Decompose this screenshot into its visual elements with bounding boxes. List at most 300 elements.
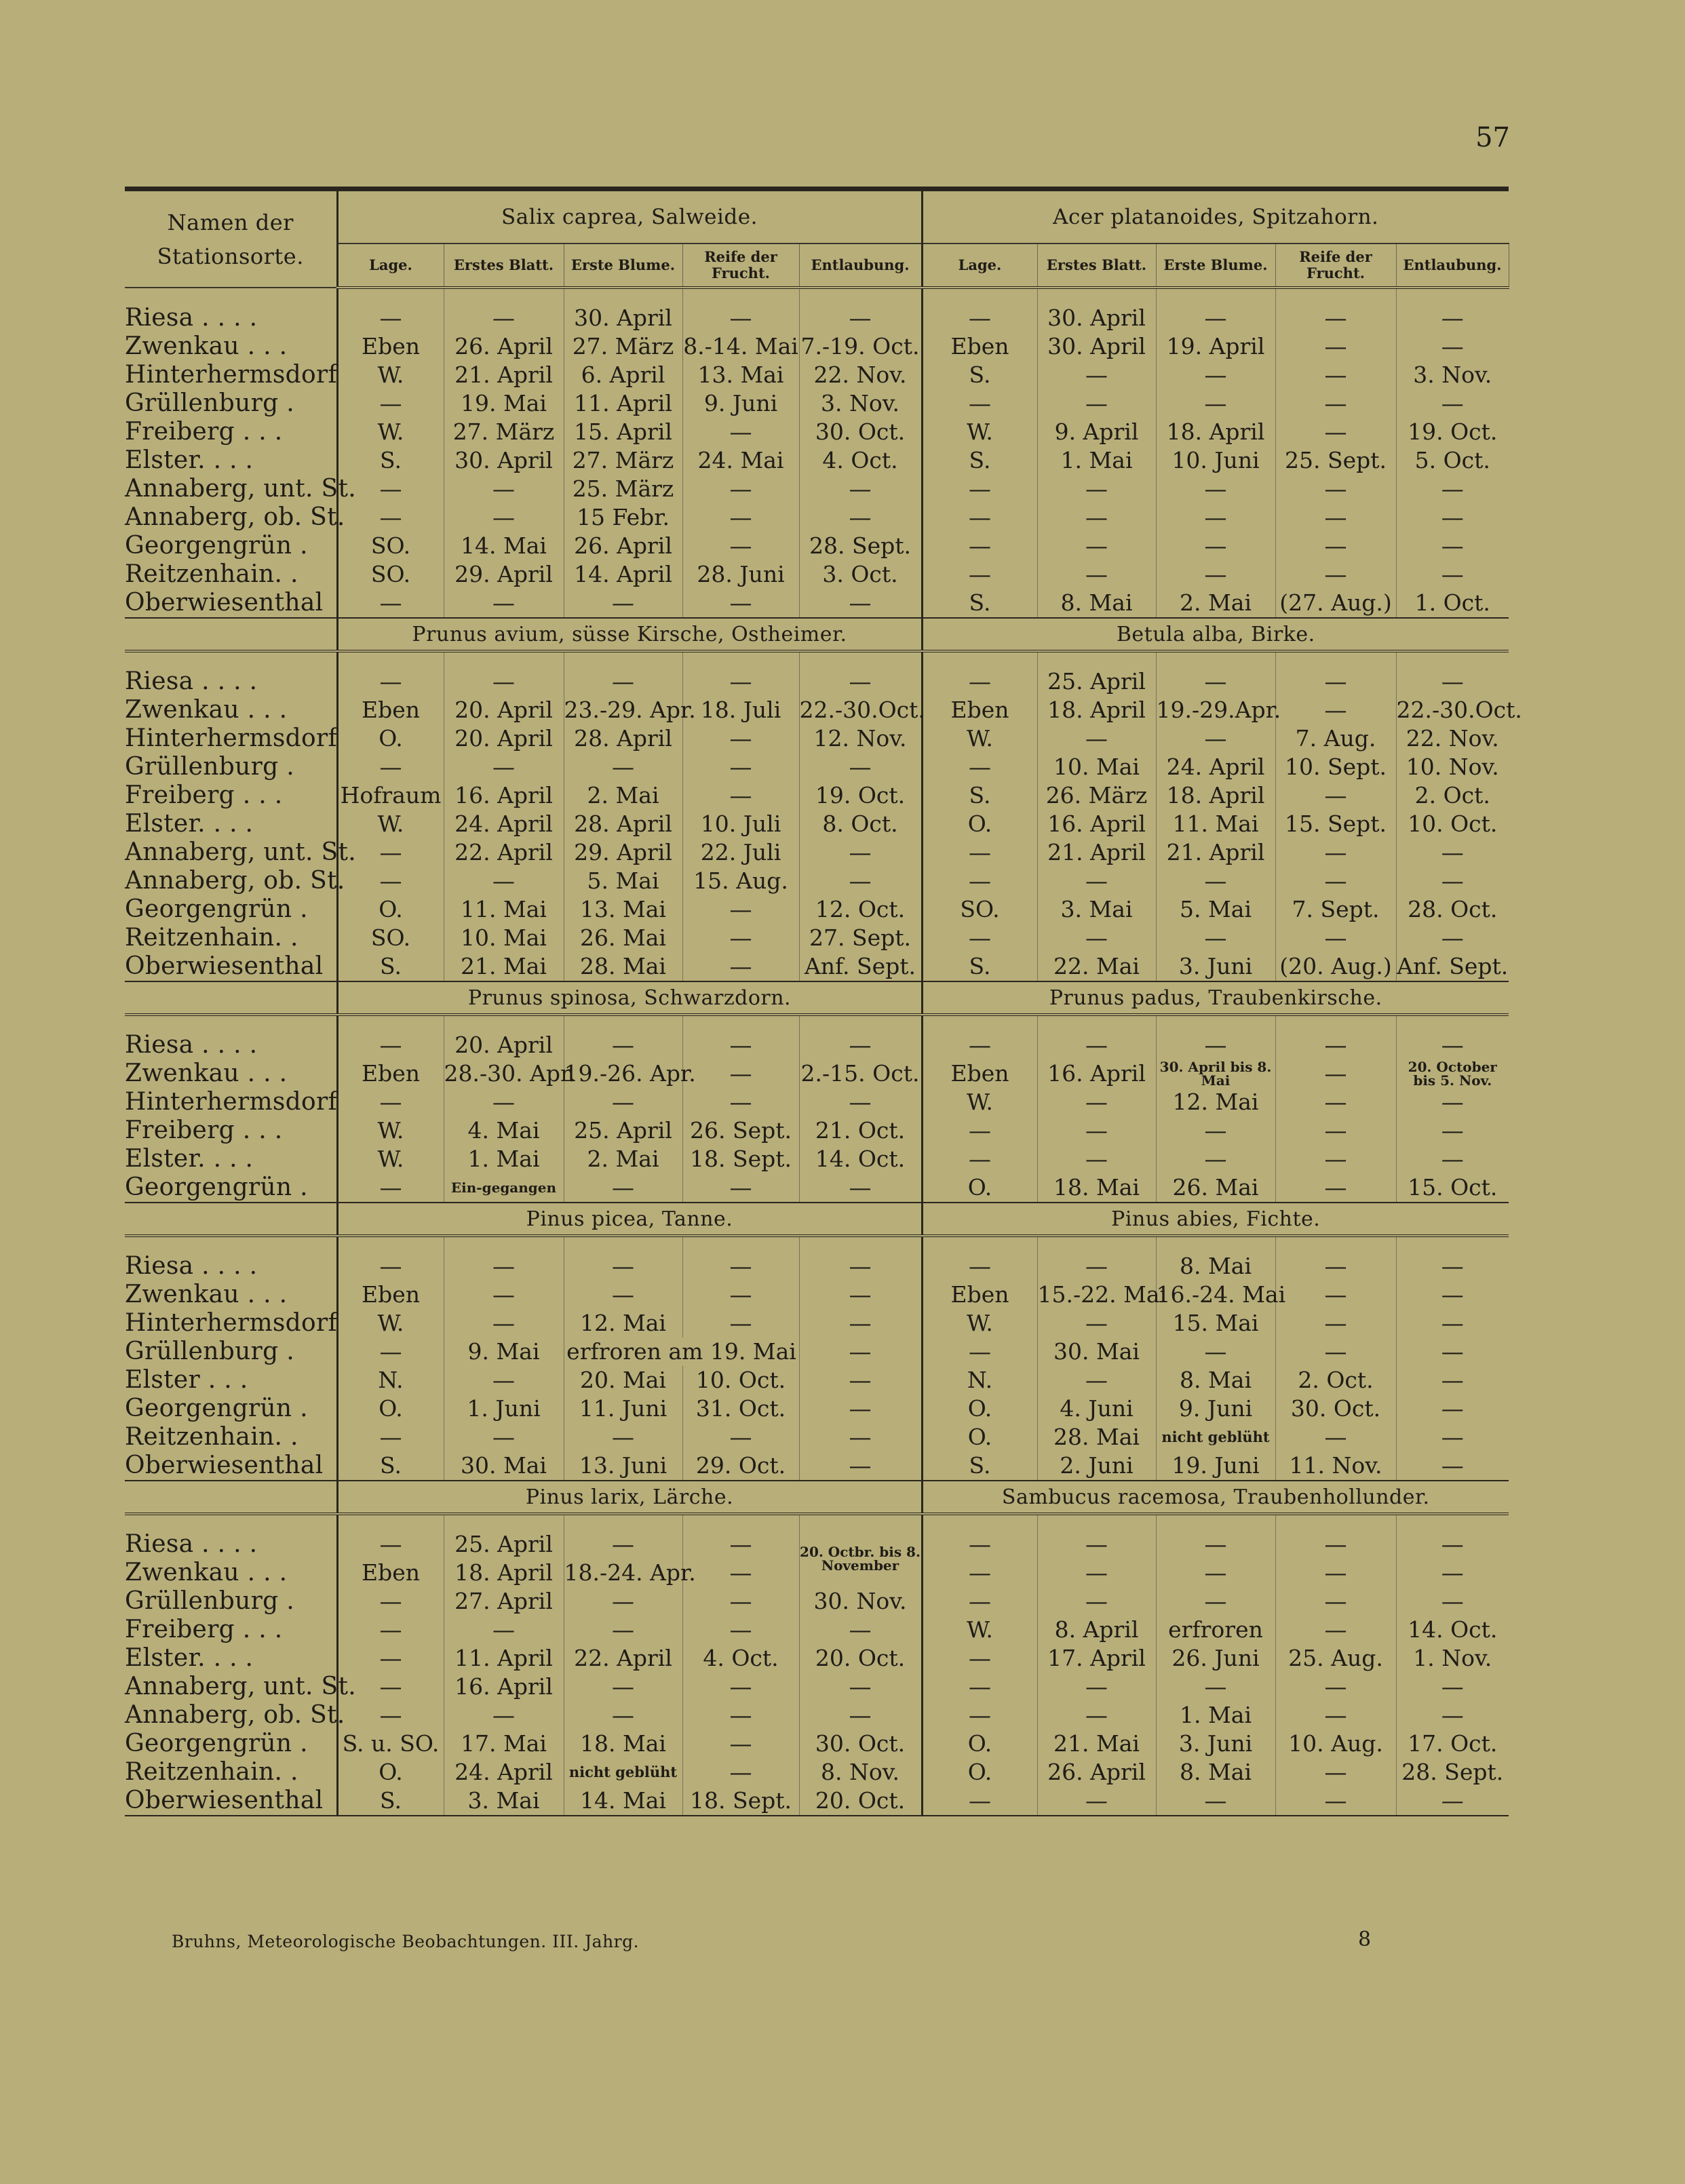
station-name: Annaberg, ob. St. xyxy=(125,1701,345,1729)
table-cell: 4. Mai xyxy=(444,1116,564,1145)
table-cell: 20. April xyxy=(444,696,564,724)
table-cell: — xyxy=(564,1616,682,1644)
table-cell: 20. April xyxy=(444,724,564,753)
table-cell: — xyxy=(1037,924,1156,952)
station-name: Reitzenhain. . xyxy=(125,560,337,589)
table-cell: — xyxy=(1275,1309,1396,1338)
table-row xyxy=(125,418,1509,446)
table-cell: — xyxy=(799,1701,922,1730)
table-cell: — xyxy=(682,475,799,503)
table-row xyxy=(125,1701,1509,1730)
table-cell: 19. Mai xyxy=(444,389,564,418)
station-name: Freiberg . . . xyxy=(125,418,337,446)
table-cell: — xyxy=(564,1587,682,1616)
table-cell: — xyxy=(1156,867,1275,895)
table-cell: — xyxy=(1275,838,1396,867)
table-cell: 30. April xyxy=(1037,332,1156,361)
table-cell: 5. Mai xyxy=(564,867,682,895)
right-species-title: Pinus abies, Fichte. xyxy=(922,1203,1509,1236)
phenology-table xyxy=(125,187,1522,1816)
table-cell: — xyxy=(799,753,922,781)
table-cell: — xyxy=(1441,1367,1464,1393)
table-row xyxy=(125,389,1509,418)
table-cell: W. xyxy=(922,724,1037,753)
table-cell: Hofraum xyxy=(337,781,444,810)
table-cell: — xyxy=(1275,1530,1396,1559)
table-cell: 23.-29. Apr. xyxy=(564,697,696,723)
table-cell: — xyxy=(1156,503,1275,532)
table-cell: — xyxy=(922,560,1037,589)
table-cell: 22. Nov. xyxy=(1406,725,1499,752)
table-cell: 7. Aug. xyxy=(1275,724,1396,753)
table-cell: — xyxy=(922,475,1037,503)
table-cell: 25. April xyxy=(444,1530,564,1559)
table-cell: 19. April xyxy=(1156,332,1275,361)
table-cell: 24. April xyxy=(444,1758,564,1787)
table-cell: 21. April xyxy=(1037,838,1156,867)
table-cell: — xyxy=(564,1701,682,1730)
table-cell: S. xyxy=(922,781,1037,810)
left-species-title: Prunus avium, süsse Kirsche, Ostheimer. xyxy=(337,618,922,651)
table-cell: — xyxy=(444,1252,564,1281)
table-cell: — xyxy=(799,1338,922,1366)
table-cell: SO. xyxy=(337,560,444,589)
table-cell: S. xyxy=(922,589,1037,618)
table-cell: 5. Mai xyxy=(1156,895,1275,924)
table-cell: 24. Mai xyxy=(682,446,799,475)
table-cell: 10. Juli xyxy=(682,810,799,838)
table-cell: 15 Febr. xyxy=(564,503,682,532)
table-cell: — xyxy=(1037,1116,1156,1145)
table-cell: — xyxy=(564,1031,682,1059)
table-cell: 19. Oct. xyxy=(799,781,922,810)
station-name: Annaberg, unt. St. xyxy=(125,475,357,503)
table-cell: — xyxy=(922,1338,1037,1366)
table-row xyxy=(125,1281,1509,1309)
table-cell: 11. Nov. xyxy=(1275,1451,1396,1481)
table-cell: — xyxy=(1275,1088,1396,1116)
right-species-title: Betula alba, Birke. xyxy=(922,618,1509,651)
table-cell: 10. Nov. xyxy=(1406,754,1499,780)
table-cell: 21. April xyxy=(444,361,564,389)
table-cell: W. xyxy=(337,361,444,389)
table-cell: — xyxy=(682,1673,799,1701)
table-cell: — xyxy=(1441,1281,1464,1308)
table-cell: — xyxy=(682,1423,799,1451)
table-cell: — xyxy=(337,1173,444,1203)
table-row xyxy=(125,1395,1509,1423)
table-cell: W. xyxy=(922,1616,1037,1644)
station-name: Grüllenburg . xyxy=(125,753,337,781)
table-cell: N. xyxy=(922,1366,1037,1395)
page-number: 57 xyxy=(1475,122,1510,153)
table-cell: — xyxy=(1275,1673,1396,1701)
table-cell: W. xyxy=(337,810,444,838)
table-cell: 27. März xyxy=(564,332,682,361)
station-name: Annaberg, ob. St. xyxy=(125,503,345,531)
table-cell: — xyxy=(682,1616,799,1644)
table-cell: — xyxy=(682,304,799,332)
table-cell: — xyxy=(1156,1338,1275,1366)
table-cell: — xyxy=(1037,1366,1156,1395)
table-row xyxy=(125,475,1509,503)
table-row xyxy=(125,560,1509,589)
station-name: Hinterhermsdorf xyxy=(125,724,338,752)
table-cell: — xyxy=(1441,1310,1464,1336)
table-cell: 27. März xyxy=(444,418,564,446)
table-cell: 14. Mai xyxy=(444,532,564,560)
table-row xyxy=(125,1451,1509,1481)
table-cell: — xyxy=(682,667,799,696)
table-cell: Anf. Sept. xyxy=(799,952,922,981)
table-cell: — xyxy=(1037,1031,1156,1059)
table-cell: 15. Mai xyxy=(1156,1309,1275,1338)
table-cell: — xyxy=(1037,1530,1156,1559)
station-name: Hinterhermsdorf xyxy=(125,1088,338,1116)
table-row xyxy=(125,1587,1509,1616)
table-cell: — xyxy=(1275,475,1396,503)
station-name: Zwenkau . . . xyxy=(125,1281,337,1309)
table-cell: 28. April xyxy=(564,810,682,838)
station-name: Hinterhermsdorf xyxy=(125,361,338,389)
table-cell: — xyxy=(1441,1673,1464,1700)
station-name: Freiberg . . . xyxy=(125,781,337,810)
table-cell: 31. Oct. xyxy=(682,1395,799,1423)
table-cell: 19. Juni xyxy=(1156,1451,1275,1481)
station-name: Annaberg, unt. St. xyxy=(125,1673,357,1700)
table-row xyxy=(125,1644,1509,1673)
table-cell: 16. April xyxy=(1037,810,1156,838)
table-cell: — xyxy=(444,753,564,781)
table-cell: 14. April xyxy=(564,560,682,589)
table-cell: 1. Oct. xyxy=(1414,589,1490,616)
table-cell: 12. Oct. xyxy=(799,895,922,924)
station-name: Zwenkau . . . xyxy=(125,1559,337,1587)
table-cell: — xyxy=(1156,1116,1275,1145)
table-cell: W. xyxy=(337,1145,444,1173)
table-cell: S. xyxy=(922,1451,1037,1481)
table-cell: nicht geblüht xyxy=(1156,1423,1275,1451)
station-name: Elster. . . . xyxy=(125,1145,337,1173)
table-cell: — xyxy=(337,1530,444,1559)
table-cell: W. xyxy=(337,418,444,446)
table-row xyxy=(125,1173,1509,1203)
table-cell: — xyxy=(1441,1089,1464,1115)
table-cell: Anf. Sept. xyxy=(1397,953,1509,979)
table-cell: 14. Oct. xyxy=(799,1145,922,1173)
table-row xyxy=(125,1530,1509,1559)
table-cell: 21. Oct. xyxy=(799,1116,922,1145)
table-row xyxy=(125,1758,1509,1787)
station-name: Riesa . . . . xyxy=(125,667,337,696)
table-cell: — xyxy=(1156,1673,1275,1701)
table-cell: — xyxy=(682,1730,799,1758)
table-cell: 11. April xyxy=(444,1644,564,1673)
table-cell: — xyxy=(1037,1787,1156,1816)
table-cell: 11. April xyxy=(564,389,682,418)
table-cell: 30. Mai xyxy=(444,1451,564,1481)
table-cell: — xyxy=(337,867,444,895)
table-cell: — xyxy=(1275,1116,1396,1145)
table-cell: erfroren xyxy=(1156,1616,1275,1644)
table-cell: — xyxy=(1275,332,1396,361)
table-cell: — xyxy=(1275,560,1396,589)
table-cell: 28. Mai xyxy=(564,952,682,981)
table-cell: — xyxy=(1441,1702,1464,1728)
table-cell: — xyxy=(444,589,564,618)
table-cell: 15. Sept. xyxy=(1275,810,1396,838)
table-cell: 13. Mai xyxy=(564,895,682,924)
table-cell: O. xyxy=(337,724,444,753)
table-cell: — xyxy=(1037,1587,1156,1616)
table-cell: 18. Mai xyxy=(564,1730,682,1758)
table-cell: — xyxy=(337,589,444,618)
station-name: Riesa . . . . xyxy=(125,1031,337,1059)
table-cell: 25. März xyxy=(564,475,682,503)
table-cell: 28.-30. Apr. xyxy=(444,1060,576,1087)
table-cell: 10. Mai xyxy=(1037,753,1156,781)
table-cell: — xyxy=(444,503,564,532)
table-cell: 30. Oct. xyxy=(1275,1395,1396,1423)
table-row xyxy=(125,589,1509,618)
table-cell: — xyxy=(444,667,564,696)
table-cell: 30. Oct. xyxy=(799,418,922,446)
table-cell: — xyxy=(799,838,922,867)
table-cell: — xyxy=(1275,389,1396,418)
table-cell: 20. Mai xyxy=(564,1366,682,1395)
table-row xyxy=(125,1031,1509,1059)
table-cell: — xyxy=(1441,333,1464,359)
table-cell: 30. April xyxy=(1037,304,1156,332)
table-cell: 18. Mai xyxy=(1037,1173,1156,1203)
table-cell: — xyxy=(1275,1587,1396,1616)
table-cell: 26. März xyxy=(1037,781,1156,810)
section-header-row xyxy=(125,1203,1509,1236)
table-cell: — xyxy=(337,753,444,781)
table-cell: — xyxy=(682,1309,799,1338)
table-cell: — xyxy=(1275,503,1396,532)
table-cell: — xyxy=(799,1031,922,1059)
table-cell: — xyxy=(682,924,799,952)
table-cell: 18. April xyxy=(1156,781,1275,810)
table-cell: 22. Nov. xyxy=(799,361,922,389)
table-cell: — xyxy=(1156,532,1275,560)
table-cell: — xyxy=(922,838,1037,867)
table-cell: 18. Juli xyxy=(682,696,799,724)
table-cell: — xyxy=(799,1252,922,1281)
table-cell: — xyxy=(922,1252,1037,1281)
table-row xyxy=(125,952,1509,981)
table-cell: 20. October bis 5. Nov. xyxy=(1408,1059,1497,1089)
table-cell: — xyxy=(1037,503,1156,532)
table-row xyxy=(125,781,1509,810)
table-row xyxy=(125,332,1509,361)
table-cell: 18. April xyxy=(1037,696,1156,724)
table-cell: 9. Juni xyxy=(682,389,799,418)
table-cell: — xyxy=(1441,867,1464,894)
table-cell: 12. Mai xyxy=(1156,1088,1275,1116)
station-name: Oberwiesenthal xyxy=(125,1451,337,1481)
table-row xyxy=(125,304,1509,332)
station-name: Georgengrün . xyxy=(125,1173,337,1203)
table-cell: — xyxy=(1156,924,1275,952)
table-cell: — xyxy=(799,589,922,618)
table-cell: — xyxy=(337,1701,444,1730)
table-cell: 2. Juni xyxy=(1037,1451,1156,1481)
table-cell: 21. April xyxy=(1156,838,1275,867)
station-name: Grüllenburg . xyxy=(125,1338,337,1366)
table-cell: 20. April xyxy=(444,1031,564,1059)
table-cell: — xyxy=(1156,667,1275,696)
table-cell: 19. Oct. xyxy=(1408,418,1498,445)
table-cell: 7.-19. Oct. xyxy=(799,332,922,361)
table-cell: — xyxy=(1441,1253,1464,1279)
table-cell: — xyxy=(1441,1588,1464,1614)
table-cell: 17. Oct. xyxy=(1408,1730,1498,1757)
table-cell: — xyxy=(799,304,922,332)
column-header: Erste Blume. xyxy=(564,243,682,288)
table-cell: O. xyxy=(922,1758,1037,1787)
table-cell: 28. Mai xyxy=(1037,1423,1156,1451)
table-cell: — xyxy=(564,1530,682,1559)
table-cell: W. xyxy=(337,1116,444,1145)
table-cell: — xyxy=(922,503,1037,532)
section-header-row xyxy=(125,1481,1509,1514)
table-cell: 20. Oct. xyxy=(799,1787,922,1816)
table-cell: — xyxy=(922,667,1037,696)
table-cell: — xyxy=(444,1423,564,1451)
table-cell: 8. Mai xyxy=(1037,589,1156,618)
table-cell: — xyxy=(1275,532,1396,560)
table-cell: 16.-24. Mai xyxy=(1156,1281,1286,1308)
table-cell: 30. April xyxy=(444,446,564,475)
table-cell: 29. April xyxy=(444,560,564,589)
table-cell: — xyxy=(1275,1559,1396,1587)
table-cell: O. xyxy=(922,1730,1037,1758)
table-row xyxy=(125,361,1509,389)
table-cell: 15. April xyxy=(564,418,682,446)
table-cell: — xyxy=(799,867,922,895)
table-cell: 18.-24. Apr. xyxy=(564,1559,696,1586)
station-name: Freiberg . . . xyxy=(125,1116,337,1145)
table-cell: — xyxy=(564,667,682,696)
table-cell: 8. Mai xyxy=(1156,1758,1275,1787)
table-cell: Eben xyxy=(922,1059,1037,1088)
table-cell: 14. Mai xyxy=(564,1787,682,1816)
left-species-title: Pinus picea, Tanne. xyxy=(337,1203,922,1236)
table-cell: — xyxy=(682,1088,799,1116)
table-cell: 8. April xyxy=(1037,1616,1156,1644)
table-cell: O. xyxy=(337,1395,444,1423)
table-cell: 26. Mai xyxy=(1156,1173,1275,1203)
table-cell: — xyxy=(564,1173,682,1203)
table-cell: — xyxy=(1037,724,1156,753)
table-cell: 28. Oct. xyxy=(1408,896,1498,922)
table-cell: S. u. SO. xyxy=(337,1730,444,1758)
station-name: Georgengrün . xyxy=(125,1395,337,1423)
table-cell: — xyxy=(682,503,799,532)
table-cell: — xyxy=(922,1701,1037,1730)
table-cell: SO. xyxy=(922,895,1037,924)
table-cell: — xyxy=(564,1252,682,1281)
table-cell: 1. Nov. xyxy=(1413,1645,1492,1671)
table-cell: (20. Aug.) xyxy=(1275,952,1396,981)
table-cell: — xyxy=(444,867,564,895)
table-cell: — xyxy=(444,475,564,503)
table-row xyxy=(125,838,1509,867)
table-row xyxy=(125,1616,1509,1644)
table-cell: 22. Juli xyxy=(682,838,799,867)
table-cell: — xyxy=(564,1088,682,1116)
table-cell: 3. Mai xyxy=(444,1787,564,1816)
table-cell: 29. April xyxy=(564,838,682,867)
table-cell: — xyxy=(1275,1616,1396,1644)
table-cell: N. xyxy=(337,1366,444,1395)
table-cell: — xyxy=(337,838,444,867)
table-cell: 11. Mai xyxy=(1156,810,1275,838)
table-cell: — xyxy=(337,389,444,418)
table-cell: 1. Mai xyxy=(1156,1701,1275,1730)
station-name: Oberwiesenthal xyxy=(125,1787,337,1816)
table-cell: 2. Oct. xyxy=(1275,1366,1396,1395)
table-cell: 4. Oct. xyxy=(799,446,922,475)
table-cell: — xyxy=(922,532,1037,560)
table-cell: 2. Oct. xyxy=(1414,782,1490,808)
table-cell: — xyxy=(1156,1587,1275,1616)
table-cell: 28. Sept. xyxy=(1401,1759,1504,1785)
table-cell: — xyxy=(1156,389,1275,418)
table-cell: — xyxy=(1275,781,1396,810)
table-cell: O. xyxy=(922,1395,1037,1423)
table-cell: — xyxy=(1275,1281,1396,1309)
table-cell: — xyxy=(564,589,682,618)
section-header-row xyxy=(125,191,1509,243)
station-name: Annaberg, unt. St. xyxy=(125,838,357,866)
table-cell: — xyxy=(922,1530,1037,1559)
table-row xyxy=(125,1787,1509,1816)
table-cell: — xyxy=(1441,1117,1464,1144)
table-cell: 10. Oct. xyxy=(1408,811,1498,837)
table-cell: — xyxy=(1441,532,1464,559)
table-cell: 26. April xyxy=(564,532,682,560)
table-cell: 27. März xyxy=(564,446,682,475)
station-name: Zwenkau . . . xyxy=(125,332,337,361)
table-cell: — xyxy=(1037,1309,1156,1338)
station-name: Grüllenburg . xyxy=(125,1587,337,1616)
table-cell: — xyxy=(1441,839,1464,865)
table-cell: — xyxy=(1156,1787,1275,1816)
table-cell: 17. April xyxy=(1037,1644,1156,1673)
station-name: Elster. . . . xyxy=(125,1644,337,1673)
table-cell: 30. April bis 8. Mai xyxy=(1156,1059,1275,1088)
table-cell: — xyxy=(337,1644,444,1673)
table-cell: — xyxy=(1441,1146,1464,1172)
table-cell: — xyxy=(1441,1531,1464,1557)
table-cell: (27. Aug.) xyxy=(1275,589,1396,618)
table-cell: W. xyxy=(922,418,1037,446)
table-cell: — xyxy=(1441,1032,1464,1058)
table-cell: — xyxy=(682,1059,799,1088)
table-row xyxy=(125,696,1509,724)
table-cell: — xyxy=(682,952,799,981)
table-row xyxy=(125,895,1509,924)
column-header: Lage. xyxy=(922,243,1037,288)
table-cell: — xyxy=(799,1423,922,1451)
table-cell: — xyxy=(1275,1145,1396,1173)
table-cell: — xyxy=(682,781,799,810)
table-cell: 10. Juni xyxy=(1156,446,1275,475)
table-cell: Eben xyxy=(337,1281,444,1309)
